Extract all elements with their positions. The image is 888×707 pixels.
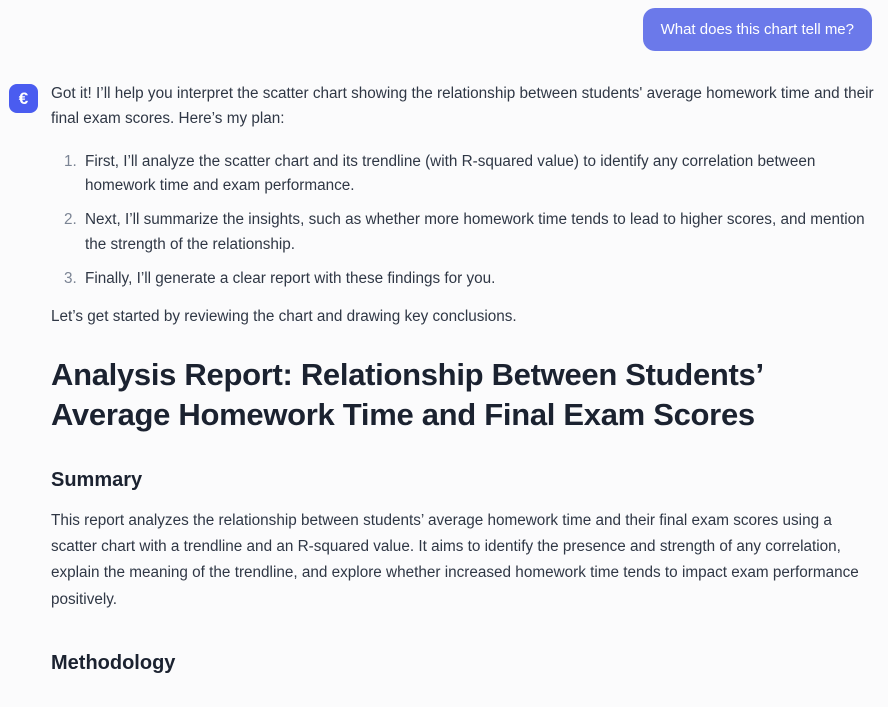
section-text-summary: This report analyzes the relationship between students’ average homework time and their final exam scores using a scatter chart with a trendline and an R-squared value. It aims to identify the presence and strength of any correlation, explain the meaning of the trendline, and explore whether increased homework time tends to impact exam performance positively. <box>51 511 859 608</box>
user-message-bubble: What does this chart tell me? <box>643 8 872 51</box>
list-item: 3. Finally, I’ll generate a clear report with these findings for you. <box>81 267 878 292</box>
assistant-message-row <box>0 51 888 675</box>
page-title: Analysis Report: Relationship Between Students’ Average Homework Time and Final Exam Scores <box>51 357 763 433</box>
assistant-closing-text: Let’s get started by reviewing the chart and drawing key conclusions. <box>51 308 517 326</box>
assistant-avatar: € <box>9 84 38 113</box>
user-message-row <box>0 0 888 51</box>
assistant-intro-text: Got it! I’ll help you interpret the scatter chart showing the relationship between students' average homework time and their final exam scores. Here’s my plan: <box>51 85 874 127</box>
section-heading-summary: Summary <box>51 468 143 491</box>
list-item: 2. Next, I’ll summarize the insights, such as whether more homework time tends to lead to higher scores, and mention the strength of the relationship. <box>81 208 878 258</box>
assistant-plan-list <box>51 150 878 292</box>
assistant-message-body <box>51 82 878 675</box>
list-item: 1. First, I’ll analyze the scatter chart and its trendline (with R-squared value) to identify any correlation between homework time and exam performance. <box>81 150 878 200</box>
section-heading-methodology: Methodology <box>51 651 176 674</box>
